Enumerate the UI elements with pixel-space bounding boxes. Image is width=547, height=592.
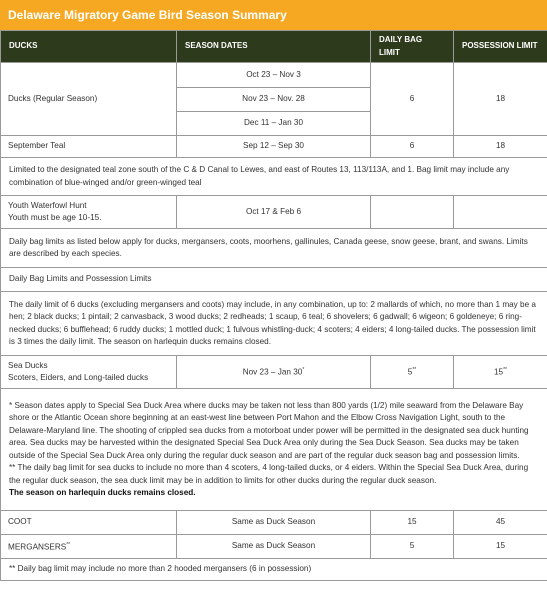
regular-date-2: Nov 23 – Nov. 28 [177,88,371,112]
sea-ducks-possession: 15 [493,368,504,378]
table-row [1,196,547,229]
table-row [1,63,547,88]
teal-name: September Teal [1,136,177,158]
header-possession-limit: POSSESSION LIMIT [454,31,547,63]
youth-cell [1,196,177,229]
youth-bag [371,196,454,229]
sea-ducks-name: Sea Ducks [8,360,48,370]
teal-bag: 6 [371,136,454,158]
mergansers-bag: 5 [371,535,454,559]
header-ducks: DUCKS [1,31,177,63]
regular-date-3: Dec 11 – Jan 30 [177,112,371,136]
season-table [0,30,547,581]
sea-ducks-bag-cell [371,356,454,389]
daily-limits-heading: Daily Bag Limits and Possession Limits [1,268,547,292]
sea-ducks-dates: Nov 23 – Jan 30 [242,368,303,378]
teal-possession: 18 [454,136,547,158]
sea-ducks-note-2: ** The daily bag limit for sea ducks to include no more than 4 scoters, 4 long-tailed ducks, or 4 eiders. Within the Special Sea Duck Area, during the regular duck season, the sea duck limit may be in addition to limits for other ducks during the regular duck season. [9,463,529,485]
table-row [1,268,547,292]
table-row [1,511,547,535]
sea-ducks-bag: 5 [407,368,413,378]
coot-dates: Same as Duck Season [177,511,371,535]
mergansers-cell [1,535,177,559]
youth-sub: Youth must be age 10-15. [8,213,102,222]
youth-possession [454,196,547,229]
mergansers-note: ** Daily bag limit may include no more than 2 hooded mergansers (6 in possession) [1,559,547,581]
mergansers-mark: ** [66,541,71,548]
sea-ducks-dates-mark: * [302,367,305,374]
coot-bag: 15 [371,511,454,535]
sea-ducks-bag-mark: ** [412,367,417,374]
sea-ducks-dates-cell [177,356,371,389]
sea-ducks-sub: Scoters, Eiders, and Long-tailed ducks [8,373,149,382]
header-row [1,31,547,63]
regular-bag: 6 [371,63,454,136]
sea-ducks-possession-mark: ** [503,367,507,374]
regular-date-1: Oct 23 – Nov 3 [177,63,371,88]
table-row [1,356,547,389]
sea-ducks-possession-cell [454,356,547,389]
daily-limit-text: The daily limit of 6 ducks (excluding mergansers and coots) may include, in any combination, up to: 2 mallards of which, no more than 1 may be a hen; 2 black ducks; 1 pintail; 2 canvasback, 3 wood ducks; 2 redheads; 1 scaup, 6 teal; 6 shovelers; 6 gadwall; 6 wigeon; 6 goldeneye; 6 ring-necked ducks; 6 bufflehead; 6 ruddy ducks; 1 mottled duck; 1 fulvous whistling-duck; 4 scoters; 4 eiders; 4 long-tailed ducks. The possession limit is 3 times the daily limit. The season on harlequin ducks remains closed. [1,292,547,356]
coot-possession: 45 [454,511,547,535]
mergansers-name: MERGANSERS [8,542,67,552]
table-row [1,535,547,559]
youth-name: Youth Waterfowl Hunt [8,200,87,210]
sea-ducks-cell [1,356,177,389]
table-row [1,292,547,356]
sea-ducks-note-bold: The season on harlequin ducks remains closed. [9,488,196,497]
youth-dates: Oct 17 & Feb 6 [177,196,371,229]
regular-possession: 18 [454,63,547,136]
header-season-dates: SEASON DATES [177,31,371,63]
mergansers-possession: 15 [454,535,547,559]
regular-season-name: Ducks (Regular Season) [1,63,177,136]
coot-name: COOT [1,511,177,535]
page-title: Delaware Migratory Game Bird Season Summary [0,0,547,30]
sea-ducks-notes [1,389,547,511]
header-daily-bag-limit: DAILY BAG LIMIT [371,31,454,63]
table-row [1,559,547,581]
teal-dates: Sep 12 – Sep 30 [177,136,371,158]
table-row [1,229,547,268]
table-row [1,136,547,158]
table-row [1,389,547,511]
mergansers-dates: Same as Duck Season [177,535,371,559]
table-row [1,158,547,196]
teal-note: Limited to the designated teal zone south of the C & D Canal to Lewes, and east of Routes 13, 113/113A, and 1. Bag limit may include any combination of blue-winged and/or green-winged teal [1,158,547,196]
daily-limits-note: Daily bag limits as listed below apply for ducks, mergansers, coots, moorhens, gallinules, Canada geese, snow geese, brant, and swans. Limits are described by each species. [1,229,547,268]
sea-ducks-note-1: * Season dates apply to Special Sea Duck Area where ducks may be taken not less than 800 yards (1/2) mile seaward from the Delaware Bay shore or the Atlantic Ocean shore beginning at an east-west line between Port Mahon and the Elbow Cross Navigation Light, south to the Delaware-Maryland line. The shooting of crippled sea ducks from a motorboat under power will be permitted in the designated sea duck hunting area. Sea ducks may be harvested within the designated Special Sea Duck Area only during the Sea Duck Season. Sea ducks may be taken outside of the Special Sea Duck Area only during the regular duck season and are part of the regular duck season bag and possession limits. [9,400,529,460]
